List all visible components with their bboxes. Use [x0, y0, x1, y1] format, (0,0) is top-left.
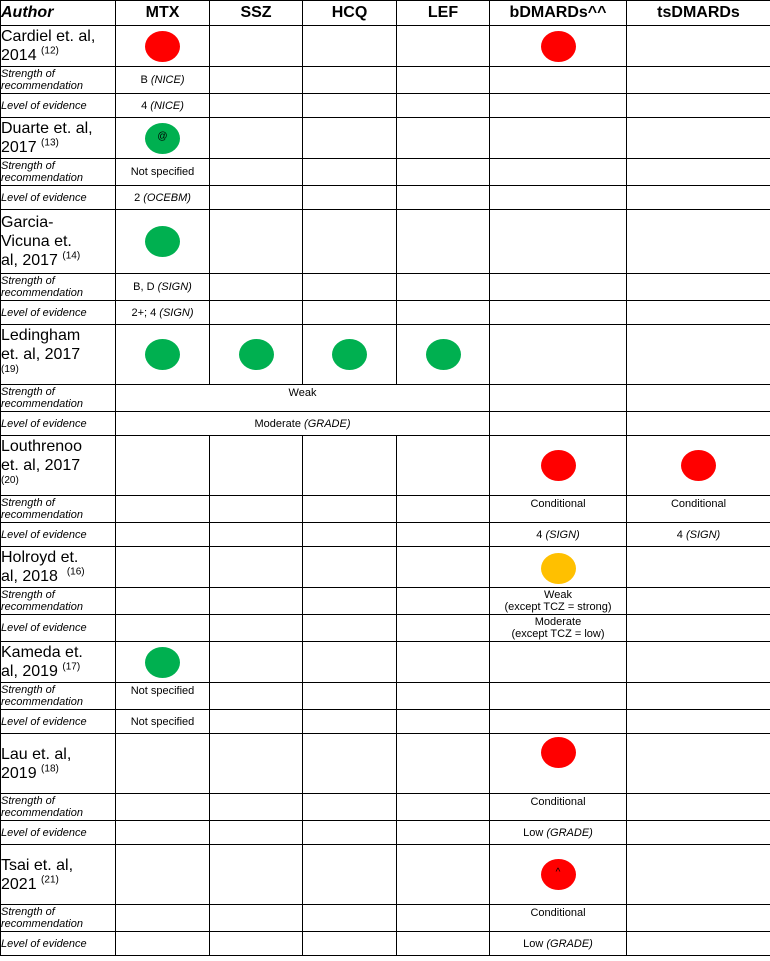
red-indicator-icon: [541, 737, 576, 768]
level-row: [1, 186, 770, 210]
strength-value: Weak: [116, 385, 490, 412]
author-cell: Louthrenoo et. al, 2017 $^{(20)}$: [1, 436, 116, 496]
author-cell: Garcia- Vicuna et. al, 2017 $^{(14)}$: [1, 210, 116, 274]
level-label: Level of evidence: [1, 186, 116, 210]
study-row: [1, 547, 770, 588]
amber-indicator-icon: [541, 553, 576, 584]
level-label: Level of evidence: [1, 615, 116, 642]
strength-label: Strength of recommendation: [1, 905, 116, 932]
red-indicator-icon: [145, 31, 180, 62]
level-label: Level of evidence: [1, 94, 116, 118]
strength-row: [1, 683, 770, 710]
level-label: Level of evidence: [1, 710, 116, 734]
strength-label: Strength of recommendation: [1, 67, 116, 94]
strength-row: [1, 274, 770, 301]
header-tsdmards: tsDMARDs: [627, 1, 770, 26]
level-value: 4 (NICE): [116, 94, 210, 118]
level-label: Level of evidence: [1, 412, 116, 436]
green-indicator-icon: [145, 339, 180, 370]
level-row: [1, 710, 770, 734]
green-indicator-icon: [332, 339, 367, 370]
red-indicator-icon: [681, 450, 716, 481]
header-lef: LEF: [397, 1, 490, 26]
level-value: 4 (SIGN): [627, 523, 770, 547]
author-cell: Ledingham et. al, 2017 $^{(19)}$: [1, 325, 116, 385]
strength-label: Strength of recommendation: [1, 159, 116, 186]
level-label: Level of evidence: [1, 932, 116, 956]
study-row: [1, 325, 770, 385]
strength-row: [1, 67, 770, 94]
caret-symbol: ^: [555, 867, 561, 878]
strength-value: Conditional: [490, 905, 627, 932]
green-indicator-icon: [239, 339, 274, 370]
study-row: [1, 734, 770, 794]
level-label: Level of evidence: [1, 523, 116, 547]
header-row: [1, 1, 770, 26]
study-row: [1, 26, 770, 67]
strength-value: Conditional: [490, 496, 627, 523]
author-cell: Cardiel et. al, 2014 $^{(12)}$: [1, 26, 116, 67]
level-row: [1, 615, 770, 642]
header-mtx: MTX: [116, 1, 210, 26]
study-row: [1, 210, 770, 274]
strength-row: [1, 159, 770, 186]
strength-value: Conditional: [490, 794, 627, 821]
level-value: Moderate (GRADE): [116, 412, 490, 436]
study-row: [1, 845, 770, 905]
level-row: [1, 301, 770, 325]
red-indicator-icon: [541, 859, 576, 890]
strength-label: Strength of recommendation: [1, 274, 116, 301]
strength-value: Weak (except TCZ = strong): [490, 588, 627, 615]
strength-value: B, D (SIGN): [116, 274, 210, 301]
header-ssz: SSZ: [210, 1, 303, 26]
strength-row: [1, 905, 770, 932]
strength-row: [1, 794, 770, 821]
header-bdmards: bDMARDs^^: [490, 1, 627, 26]
strength-value: Not specified: [116, 683, 210, 710]
level-row: [1, 94, 770, 118]
level-value: Moderate (except TCZ = low): [490, 615, 627, 642]
study-row: [1, 118, 770, 159]
red-indicator-icon: [541, 450, 576, 481]
strength-label: Strength of recommendation: [1, 794, 116, 821]
strength-row: [1, 588, 770, 615]
author-cell: Lau et. al, 2019 $^{(18)}$: [1, 734, 116, 794]
author-cell: Tsai et. al, 2021 $^{(21)}$: [1, 845, 116, 905]
level-label: Level of evidence: [1, 821, 116, 845]
level-row: [1, 523, 770, 547]
level-value: Low (GRADE): [490, 821, 627, 845]
green-indicator-icon: [426, 339, 461, 370]
level-value: Low (GRADE): [490, 932, 627, 956]
level-label: Level of evidence: [1, 301, 116, 325]
strength-value: Not specified: [116, 159, 210, 186]
at-symbol: @: [157, 130, 168, 142]
author-cell: Kameda et. al, 2019 $^{(17)}$: [1, 642, 116, 683]
strength-row: [1, 496, 770, 523]
level-value: 4 (SIGN): [490, 523, 627, 547]
header-author: Author: [1, 1, 116, 26]
strength-label: Strength of recommendation: [1, 385, 116, 412]
red-indicator-icon: [541, 31, 576, 62]
level-row: [1, 412, 770, 436]
author-cell: Duarte et. al, 2017 $^{(13)}$: [1, 118, 116, 159]
strength-row: [1, 385, 770, 412]
level-value: 2+; 4 (SIGN): [116, 301, 210, 325]
strength-value: Conditional: [627, 496, 770, 523]
green-indicator-icon: [145, 226, 180, 257]
level-value: 2 (OCEBM): [116, 186, 210, 210]
strength-label: Strength of recommendation: [1, 496, 116, 523]
level-row: [1, 932, 770, 956]
level-value: Not specified: [116, 710, 210, 734]
header-hcq: HCQ: [303, 1, 397, 26]
strength-value: B (NICE): [116, 67, 210, 94]
author-cell: Holroyd et. al, 2018 $^{(16)}$: [1, 547, 116, 588]
strength-label: Strength of recommendation: [1, 683, 116, 710]
study-row: [1, 642, 770, 683]
green-indicator-icon: [145, 123, 180, 154]
strength-label: Strength of recommendation: [1, 588, 116, 615]
level-row: [1, 821, 770, 845]
study-row: [1, 436, 770, 496]
green-indicator-icon: [145, 647, 180, 678]
